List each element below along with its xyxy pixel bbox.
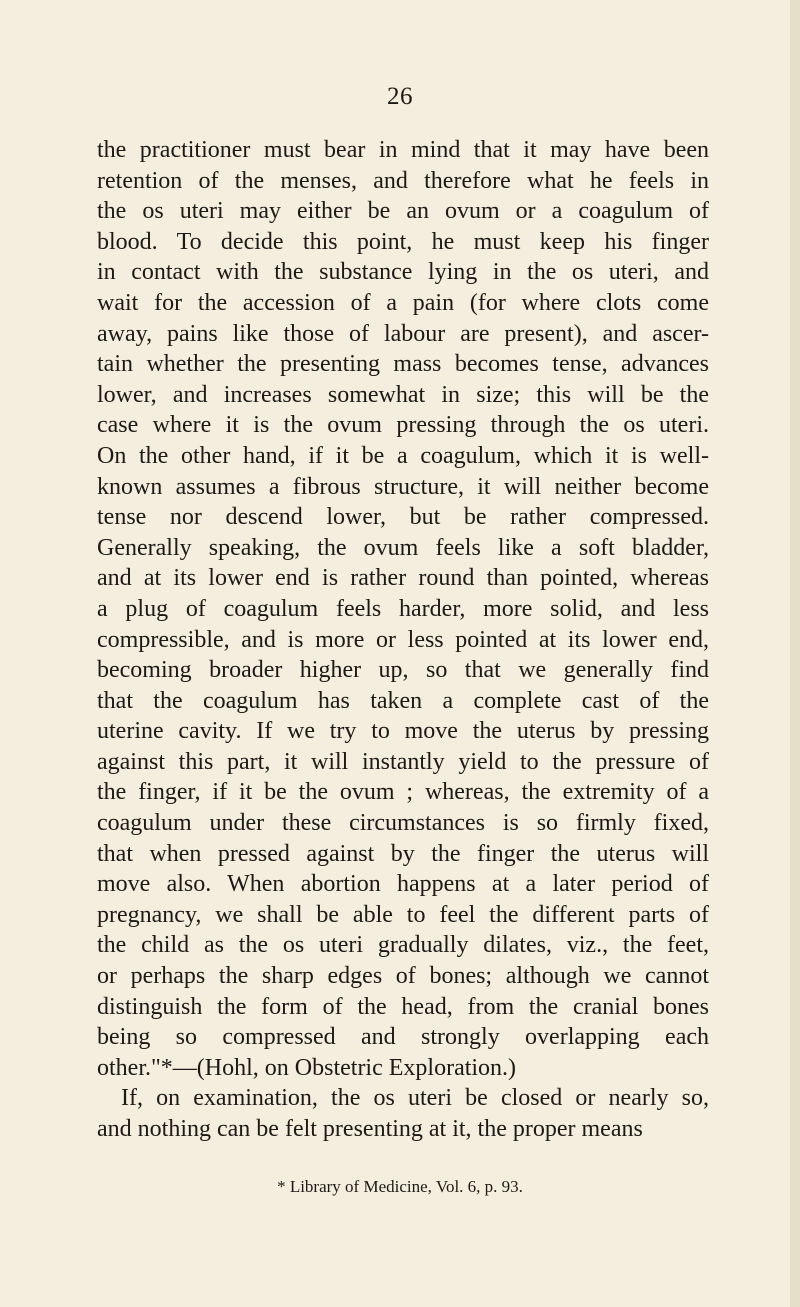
text-line: away, pains like those of labour are present), and ascer-: [97, 320, 709, 347]
text-line: the child as the os uteri gradually dilates, viz., the feet,: [97, 932, 709, 959]
text-line: case where it is the ovum pressing through the os uteri.: [97, 412, 709, 439]
text-line: against this part, it will instantly yield to the pressure of: [97, 748, 709, 775]
text-line: compressible, and is more or less pointed at its lower end,: [97, 626, 709, 653]
text-line: the finger, if it be the ovum ; whereas, the extremity of a: [97, 779, 709, 806]
text-line: pregnancy, we shall be able to feel the different parts of: [97, 901, 709, 928]
text-line: becoming broader higher up, so that we generally find: [97, 657, 709, 684]
text-line: known assumes a fibrous structure, it will neither become: [97, 473, 709, 500]
text-line: and nothing can be felt presenting at it, the proper means: [97, 1116, 643, 1142]
text-line: move also. When abortion happens at a later period of: [97, 871, 709, 898]
text-line: Generally speaking, the ovum feels like a soft bladder,: [97, 534, 709, 561]
text-line: On the other hand, if it be a coagulum, which it is well-: [97, 442, 709, 469]
text-line: a plug of coagulum feels harder, more solid, and less: [97, 595, 709, 622]
body-text: [97, 135, 709, 1145]
text-line: in contact with the substance lying in the os uteri, and: [97, 259, 709, 286]
text-line: that when pressed against by the finger the uterus will: [97, 840, 709, 867]
text-line: If, on examination, the os uteri be closed or nearly so,: [121, 1085, 709, 1112]
text-line: the os uteri may either be an ovum or a coagulum of: [97, 198, 709, 225]
text-line: lower, and increases somewhat in size; this will be the: [97, 381, 709, 408]
text-line: tense nor descend lower, but be rather compressed.: [97, 504, 709, 531]
text-line: tain whether the presenting mass becomes tense, advances: [97, 351, 709, 378]
text-line: coagulum under these circumstances is so firmly fixed,: [97, 810, 709, 837]
text-line: blood. To decide this point, he must keep his finger: [97, 228, 709, 255]
text-line: being so compressed and strongly overlapping each: [97, 1024, 709, 1051]
text-line: that the coagulum has taken a complete cast of the: [97, 687, 709, 714]
text-line: retention of the menses, and therefore what he feels in: [97, 167, 709, 194]
page-number: 26: [387, 83, 413, 110]
footnote: * Library of Medicine, Vol. 6, p. 93.: [277, 1177, 523, 1196]
text-line: other."*—(Hohl, on Obstetric Exploration.): [97, 1054, 517, 1081]
text-line: uterine cavity. If we try to move the uterus by pressing: [97, 718, 709, 745]
text-line: or perhaps the sharp edges of bones; although we cannot: [97, 963, 709, 990]
page-edge: [790, 0, 800, 1307]
text-line: wait for the accession of a pain (for where clots come: [97, 289, 709, 316]
text-line: the practitioner must bear in mind that it may have been: [97, 137, 709, 163]
text-line: and at its lower end is rather round than pointed, whereas: [97, 565, 709, 592]
text-line: distinguish the form of the head, from the cranial bones: [97, 993, 709, 1020]
